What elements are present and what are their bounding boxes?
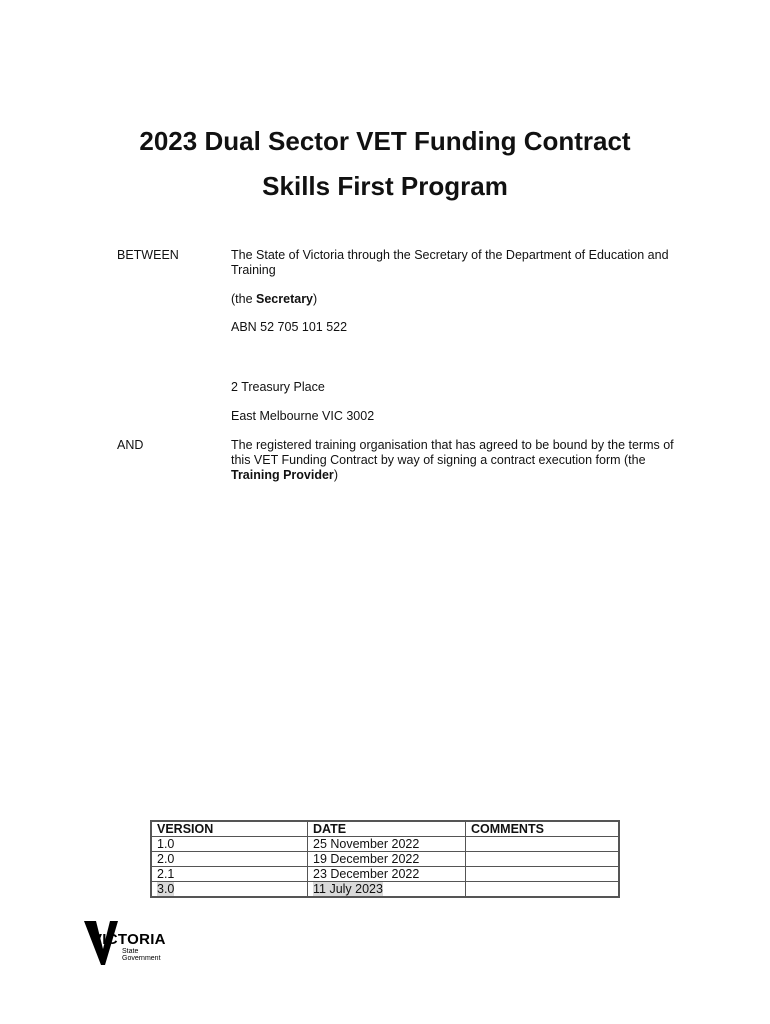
- logo-sub-line-1: State: [122, 948, 139, 955]
- document-subtitle: Skills First Program: [262, 171, 508, 201]
- and-label: AND: [117, 438, 144, 452]
- between-label: BETWEEN: [117, 248, 179, 262]
- logo-wordmark: VICTORIA: [92, 931, 166, 948]
- version-history-table: [150, 820, 620, 898]
- definition-close: ): [313, 292, 318, 306]
- definition-close: ): [333, 468, 338, 482]
- version-cell: 2.0: [151, 852, 308, 867]
- comments-cell: [466, 852, 620, 867]
- version-highlight: 3.0: [157, 882, 175, 896]
- header-comments: COMMENTS: [466, 821, 620, 837]
- address-line-2: East Melbourne VIC 3002: [231, 409, 375, 423]
- and-party-text: The registered training organisation that has agreed to be bound by the terms of this VET Funding Contract by way of signing a contract execution form (the: [231, 438, 674, 467]
- comments-cell: [466, 867, 620, 882]
- document-title: 2023 Dual Sector VET Funding Contract: [139, 126, 631, 156]
- date-cell: 23 December 2022: [308, 867, 466, 882]
- training-provider-definition: [231, 438, 686, 483]
- logo-subtitle: [122, 948, 161, 962]
- version-cell: 1.0: [151, 837, 308, 852]
- logo-sub-line-2: Government: [122, 955, 161, 962]
- date-highlight: 11 July 2023: [313, 882, 383, 896]
- header-version: VERSION: [151, 821, 308, 837]
- table-header-row: [151, 821, 619, 837]
- defined-term-secretary: Secretary: [256, 292, 314, 306]
- table-row: [151, 882, 619, 898]
- table-row: [151, 837, 619, 852]
- abn-text: ABN 52 705 101 522: [231, 320, 348, 334]
- table-row: [151, 852, 619, 867]
- between-party-text: The State of Victoria through the Secretary of the Department of Education and Training: [231, 248, 669, 277]
- defined-term-training-provider: Training Provider: [231, 468, 334, 482]
- date-cell: 25 November 2022: [308, 837, 466, 852]
- address-line-1: 2 Treasury Place: [231, 380, 325, 394]
- victoria-state-government-logo: [84, 919, 184, 967]
- table-row: [151, 867, 619, 882]
- date-cell: [308, 882, 466, 898]
- comments-cell: [466, 837, 620, 852]
- date-cell: 19 December 2022: [308, 852, 466, 867]
- version-cell: [151, 882, 308, 898]
- secretary-definition: [231, 292, 691, 307]
- definition-open: (the: [231, 292, 257, 306]
- version-cell: 2.1: [151, 867, 308, 882]
- header-date: DATE: [308, 821, 466, 837]
- comments-cell: [466, 882, 620, 898]
